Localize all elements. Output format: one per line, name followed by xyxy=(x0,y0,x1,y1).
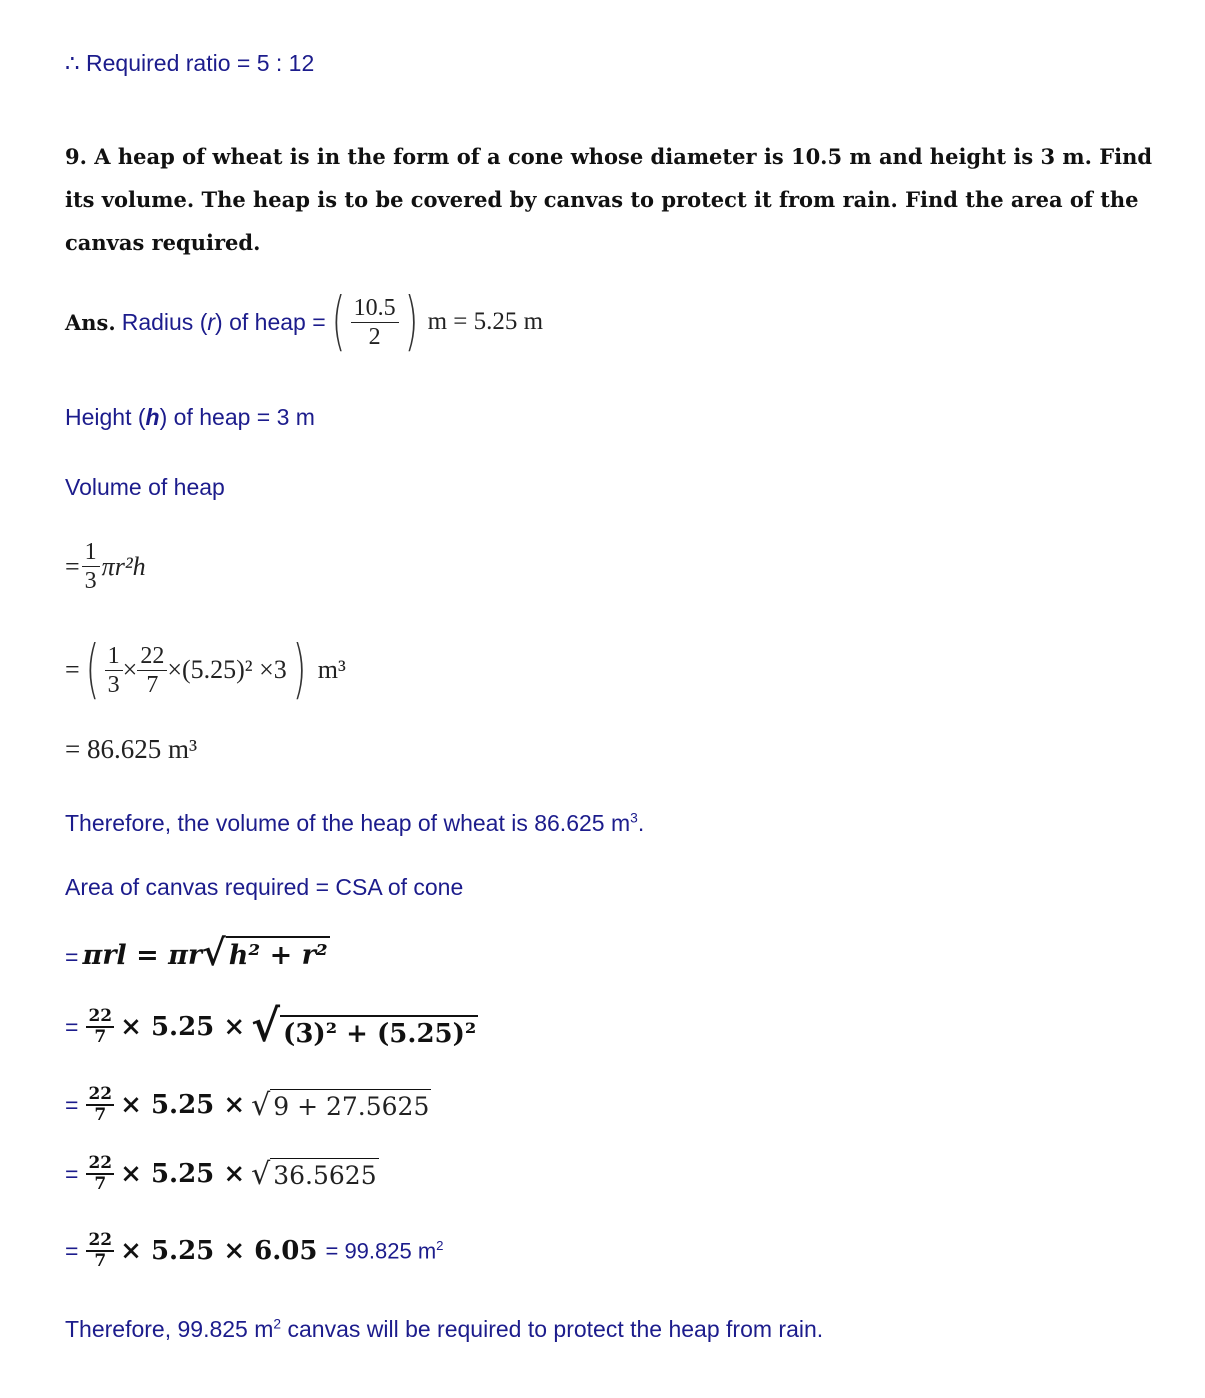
calc-num-1: 1 xyxy=(105,644,123,671)
height-var: h xyxy=(145,404,160,430)
frac-den: 7 xyxy=(94,1174,107,1194)
sqrt-sign: √ xyxy=(251,1001,281,1052)
frac-den: 7 xyxy=(94,1251,107,1271)
question-9 xyxy=(65,135,1165,264)
radius-fraction xyxy=(351,296,399,349)
question-text: A heap of wheat is in the form of a cone whose diameter is 10.5 m and height is 3 m. Find its volume. The heap is to be covered by canvas to protect it from rain. Find the area of the canvas required. xyxy=(65,144,1153,255)
calc-num-2: 22 xyxy=(137,644,167,671)
frac-den: 7 xyxy=(94,1027,107,1047)
frac-num: 22 xyxy=(88,1006,113,1026)
csa-formula xyxy=(65,932,330,974)
volume-conclusion xyxy=(65,810,644,837)
times-sign: × xyxy=(122,655,138,684)
step4-sup: 2 xyxy=(436,1237,444,1253)
height-text-a: Height ( xyxy=(65,404,146,430)
times-525: × 5.25 × xyxy=(120,1090,246,1120)
frac-num: 22 xyxy=(88,1153,113,1173)
height-line xyxy=(65,404,315,431)
calc-fraction-1 xyxy=(105,644,123,697)
one-third-fraction xyxy=(82,540,100,593)
calc-den-2: 7 xyxy=(146,671,159,698)
calc-unit: m³ xyxy=(317,655,346,684)
final-sup: 2 xyxy=(273,1316,282,1332)
equals-sign: = xyxy=(65,1160,79,1187)
frac-22-7 xyxy=(86,1086,114,1124)
radius-text-a: Radius ( xyxy=(121,308,208,335)
equals-sign: = xyxy=(65,1237,79,1264)
radius-line xyxy=(65,285,544,359)
times-525: × 5.25 × xyxy=(120,1159,246,1189)
csa-step-3 xyxy=(65,1155,379,1193)
csa-sqrt-content: h² + r² xyxy=(226,936,330,971)
equals-sign: = xyxy=(65,551,80,581)
equals-sign: = xyxy=(65,944,79,970)
frac-den: 7 xyxy=(94,1105,107,1125)
volume-conclusion-sup: 3 xyxy=(630,810,638,826)
left-paren: ( xyxy=(85,633,100,707)
step3-sqrt xyxy=(251,1158,379,1190)
frac-22-7 xyxy=(86,1232,114,1270)
sqrt-sign: √ xyxy=(251,1088,271,1123)
left-paren: ( xyxy=(331,285,345,359)
right-paren: ) xyxy=(292,633,307,707)
volume-result: = 86.625 m³ xyxy=(65,734,198,764)
vol-formula-den: 3 xyxy=(84,568,97,594)
step4-result xyxy=(325,1238,443,1264)
csa-step-4 xyxy=(65,1232,444,1270)
calc-den-1: 3 xyxy=(107,671,120,698)
canvas-heading: Area of canvas required = CSA of cone xyxy=(65,874,464,900)
step1-sqrt-content: (3)² + (5.25)² xyxy=(280,1015,478,1049)
radius-numerator: 10.5 xyxy=(351,296,399,323)
step4-tail: × 5.25 × 6.05 xyxy=(120,1236,318,1266)
final-conclusion xyxy=(65,1316,823,1343)
step1-sqrt xyxy=(251,1001,478,1052)
radius-var: r xyxy=(207,308,216,335)
vol-formula-rest: πr²h xyxy=(101,551,146,581)
csa-step-1 xyxy=(65,1001,478,1052)
times-525: × 5.25 × xyxy=(120,1012,246,1042)
volume-formula xyxy=(65,540,146,593)
frac-num: 22 xyxy=(88,1230,113,1250)
step2-sqrt xyxy=(251,1089,431,1121)
equals-sign: = xyxy=(65,1091,79,1118)
calc-fraction-2 xyxy=(137,644,167,697)
calc-rest: ×(5.25)² ×3 xyxy=(167,655,287,684)
csa-formula-a: πrl = πr xyxy=(82,940,203,971)
csa-sqrt xyxy=(202,932,330,974)
frac-num: 22 xyxy=(88,1084,113,1104)
sqrt-sign: √ xyxy=(251,1157,271,1192)
volume-conclusion-end: . xyxy=(637,810,645,836)
volume-calculation xyxy=(65,633,346,707)
height-text-b: ) of heap = 3 m xyxy=(159,404,315,430)
frac-22-7 xyxy=(86,1155,114,1193)
step4-result-text: = 99.825 m xyxy=(325,1238,437,1264)
radius-denominator: 2 xyxy=(368,323,381,350)
final-text-b: canvas will be required to protect the heap from rain. xyxy=(281,1316,824,1342)
radius-text-b: ) of heap = xyxy=(215,308,326,335)
step3-sqrt-content: 36.5625 xyxy=(270,1158,378,1190)
vol-formula-num: 1 xyxy=(82,540,100,567)
volume-heading: Volume of heap xyxy=(65,474,225,500)
ans-label: Ans. xyxy=(65,309,116,335)
equals-sign: = xyxy=(65,655,80,684)
frac-22-7 xyxy=(86,1008,114,1046)
right-paren: ) xyxy=(404,285,418,359)
step2-sqrt-content: 9 + 27.5625 xyxy=(270,1089,431,1121)
final-text-a: Therefore, 99.825 m xyxy=(65,1316,274,1342)
question-number: 9. xyxy=(65,144,87,169)
csa-step-2 xyxy=(65,1086,431,1124)
radius-result: m = 5.25 m xyxy=(427,308,544,335)
volume-conclusion-text: Therefore, the volume of the heap of wheat is 86.625 m xyxy=(65,810,631,836)
sqrt-sign: √ xyxy=(202,932,226,974)
equals-sign: = xyxy=(65,1013,79,1040)
required-ratio-line: ∴ Required ratio = 5 : 12 xyxy=(65,50,315,76)
